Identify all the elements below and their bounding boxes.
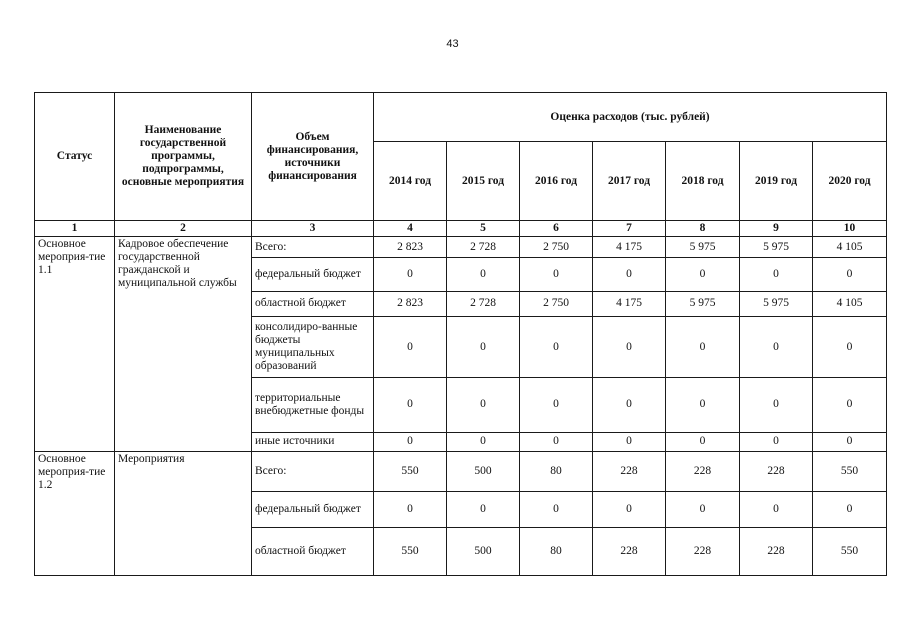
value-cell: 500 xyxy=(447,451,520,491)
column-number: 10 xyxy=(813,221,887,237)
value-cell: 0 xyxy=(374,491,447,527)
year-header: 2015 год xyxy=(447,142,520,221)
value-cell: 0 xyxy=(666,491,740,527)
value-cell: 0 xyxy=(447,258,520,292)
value-cell: 0 xyxy=(593,378,666,433)
value-cell: 0 xyxy=(740,258,813,292)
value-cell: 0 xyxy=(520,491,593,527)
header-volume: Объем финансирования, источники финансирования xyxy=(252,93,374,221)
value-cell: 0 xyxy=(593,317,666,378)
funding-source-cell: консолидиро-ванные бюджеты муниципальных образований xyxy=(252,317,374,378)
column-number: 2 xyxy=(115,221,252,237)
value-cell: 0 xyxy=(447,378,520,433)
year-header: 2014 год xyxy=(374,142,447,221)
value-cell: 0 xyxy=(740,317,813,378)
value-cell: 4 105 xyxy=(813,237,887,258)
value-cell: 0 xyxy=(374,432,447,451)
funding-source-cell: Всего: xyxy=(252,451,374,491)
value-cell: 228 xyxy=(740,451,813,491)
value-cell: 0 xyxy=(740,491,813,527)
header-estimate: Оценка расходов (тыс. рублей) xyxy=(374,93,887,142)
value-cell: 0 xyxy=(666,432,740,451)
value-cell: 550 xyxy=(374,527,447,576)
funding-source-cell: федеральный бюджет xyxy=(252,258,374,292)
value-cell: 0 xyxy=(813,317,887,378)
value-cell: 0 xyxy=(520,432,593,451)
value-cell: 0 xyxy=(374,317,447,378)
status-cell: Основное мероприя-тие 1.1 xyxy=(35,237,115,452)
value-cell: 5 975 xyxy=(740,291,813,316)
value-cell: 0 xyxy=(520,317,593,378)
value-cell: 0 xyxy=(520,378,593,433)
program-name-cell: Мероприятия xyxy=(115,451,252,575)
column-numbers-row xyxy=(35,221,887,237)
column-number: 8 xyxy=(666,221,740,237)
value-cell: 2 750 xyxy=(520,237,593,258)
year-header: 2018 год xyxy=(666,142,740,221)
status-cell: Основное мероприя-тие 1.2 xyxy=(35,451,115,575)
value-cell: 2 750 xyxy=(520,291,593,316)
value-cell: 2 823 xyxy=(374,291,447,316)
value-cell: 2 728 xyxy=(447,291,520,316)
year-header: 2017 год xyxy=(593,142,666,221)
value-cell: 0 xyxy=(813,491,887,527)
value-cell: 0 xyxy=(374,378,447,433)
value-cell: 0 xyxy=(666,378,740,433)
value-cell: 0 xyxy=(813,378,887,433)
column-number: 7 xyxy=(593,221,666,237)
value-cell: 550 xyxy=(813,527,887,576)
funding-source-cell: территориальные внебюджетные фонды xyxy=(252,378,374,433)
header-status: Статус xyxy=(35,93,115,221)
value-cell: 228 xyxy=(593,451,666,491)
year-header: 2016 год xyxy=(520,142,593,221)
budget-table xyxy=(34,92,887,576)
value-cell: 0 xyxy=(520,258,593,292)
value-cell: 0 xyxy=(447,432,520,451)
value-cell: 0 xyxy=(593,491,666,527)
header-name: Наименование государственной программы, подпрограммы, основные мероприятия xyxy=(115,93,252,221)
value-cell: 228 xyxy=(666,451,740,491)
value-cell: 500 xyxy=(447,527,520,576)
column-number: 9 xyxy=(740,221,813,237)
value-cell: 2 728 xyxy=(447,237,520,258)
page-number: 43 xyxy=(446,38,459,50)
column-number: 3 xyxy=(252,221,374,237)
program-name-cell: Кадровое обеспечение государственной гражданской и муниципальной службы xyxy=(115,237,252,452)
table-row xyxy=(35,451,887,491)
value-cell: 0 xyxy=(447,491,520,527)
funding-source-cell: областной бюджет xyxy=(252,527,374,576)
value-cell: 0 xyxy=(740,378,813,433)
value-cell: 228 xyxy=(666,527,740,576)
column-number: 5 xyxy=(447,221,520,237)
value-cell: 5 975 xyxy=(666,291,740,316)
value-cell: 0 xyxy=(666,258,740,292)
value-cell: 0 xyxy=(813,432,887,451)
column-number: 4 xyxy=(374,221,447,237)
value-cell: 4 105 xyxy=(813,291,887,316)
value-cell: 228 xyxy=(593,527,666,576)
funding-source-cell: иные источники xyxy=(252,432,374,451)
funding-source-cell: Всего: xyxy=(252,237,374,258)
value-cell: 0 xyxy=(593,258,666,292)
funding-source-cell: федеральный бюджет xyxy=(252,491,374,527)
value-cell: 550 xyxy=(374,451,447,491)
column-number: 6 xyxy=(520,221,593,237)
value-cell: 80 xyxy=(520,451,593,491)
column-number: 1 xyxy=(35,221,115,237)
value-cell: 5 975 xyxy=(740,237,813,258)
year-header: 2020 год xyxy=(813,142,887,221)
year-header: 2019 год xyxy=(740,142,813,221)
value-cell: 4 175 xyxy=(593,237,666,258)
value-cell: 0 xyxy=(447,317,520,378)
value-cell: 550 xyxy=(813,451,887,491)
value-cell: 0 xyxy=(813,258,887,292)
value-cell: 228 xyxy=(740,527,813,576)
value-cell: 80 xyxy=(520,527,593,576)
funding-source-cell: областной бюджет xyxy=(252,291,374,316)
value-cell: 4 175 xyxy=(593,291,666,316)
value-cell: 0 xyxy=(593,432,666,451)
value-cell: 2 823 xyxy=(374,237,447,258)
table-row xyxy=(35,237,887,258)
value-cell: 0 xyxy=(740,432,813,451)
value-cell: 0 xyxy=(666,317,740,378)
value-cell: 0 xyxy=(374,258,447,292)
value-cell: 5 975 xyxy=(666,237,740,258)
